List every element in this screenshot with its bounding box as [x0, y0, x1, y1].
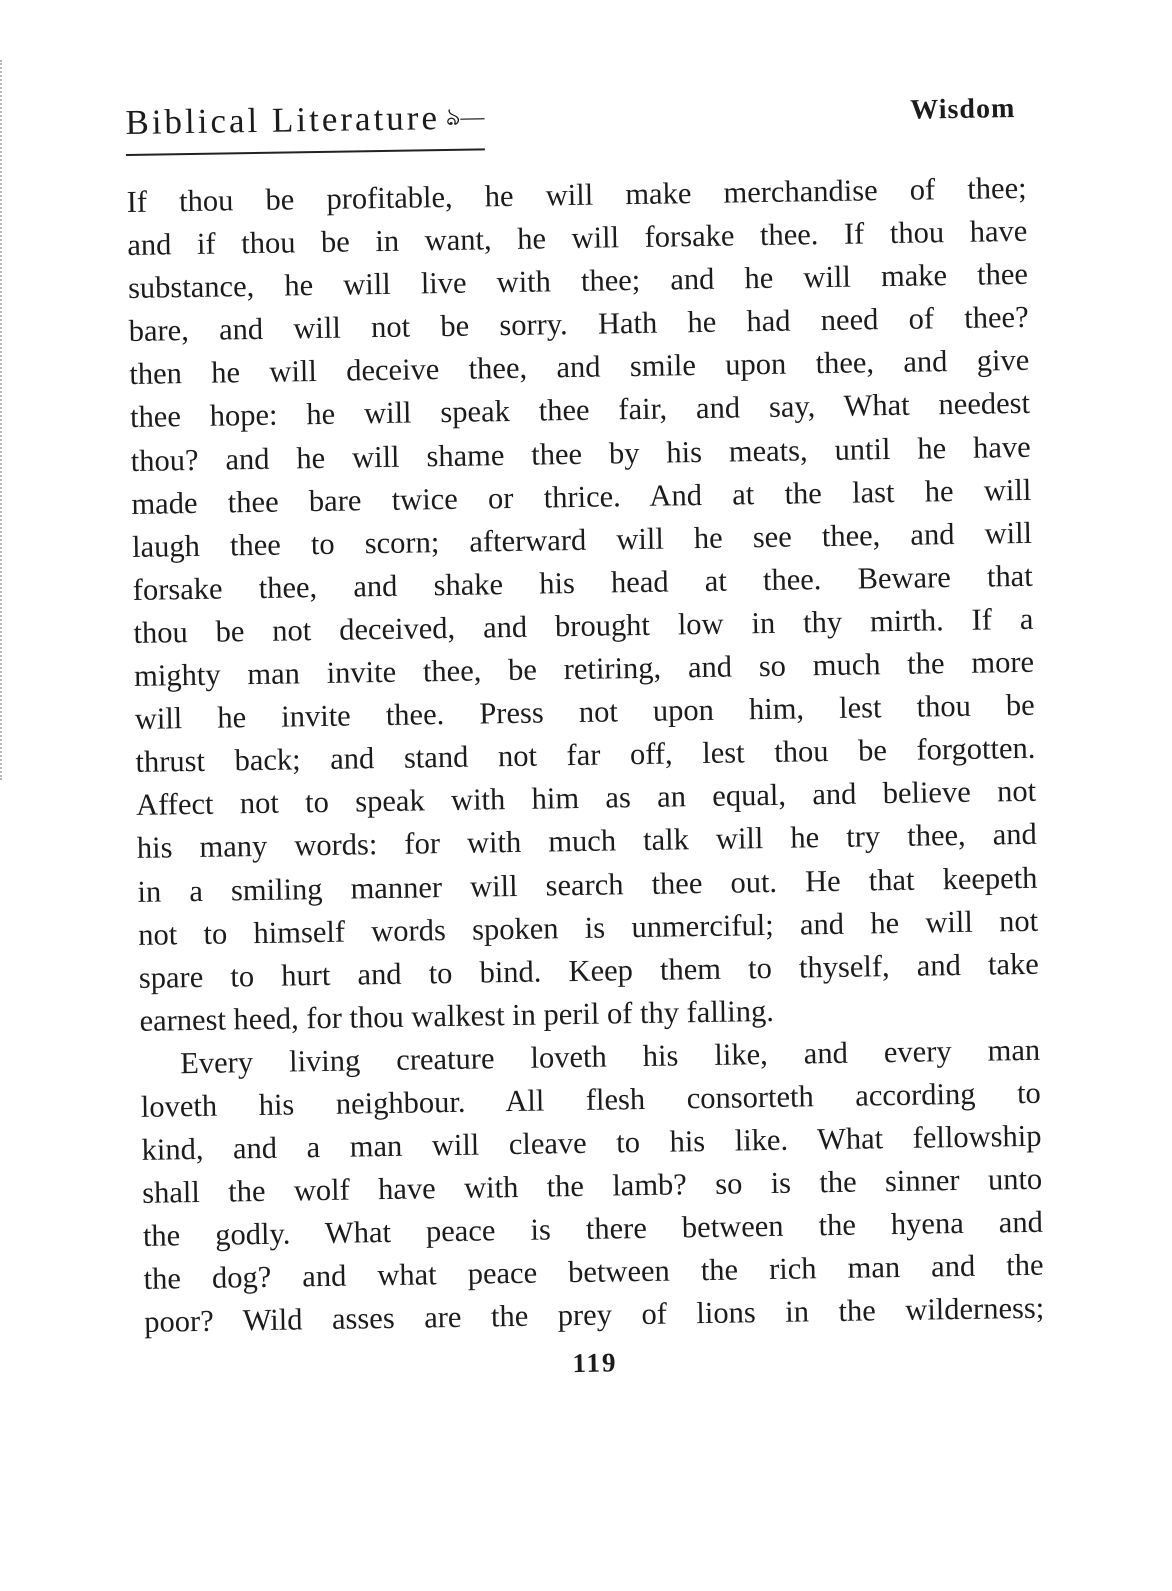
text-line: not to himself words spoken is unmerciful; and he will not: [137, 903, 1039, 952]
text-line: spare to hurt and to bind. Keep them to thyself, and take: [138, 946, 1040, 995]
text-line: thee hope: he will speak thee fair, and say, What needest: [129, 386, 1031, 435]
text-line: thrust back; and stand not far off, lest thou be forgotten.: [135, 731, 1036, 780]
text-line: and if thou be in want, he will forsake thee. If thou have: [127, 213, 1028, 263]
text-line: will he invite thee. Press not upon him, lest thou be: [134, 687, 1035, 737]
fleuron-ornament: ঌ—: [445, 104, 485, 131]
text-line: the godly. What peace is there between the hyena and: [142, 1204, 1044, 1254]
text-line: in a smiling manner will search thee out. He that keepeth: [137, 860, 1038, 909]
page-number: 119: [572, 1346, 618, 1378]
text-line: forsake thee, and shake his head at thee. Beware that: [132, 558, 1033, 607]
paragraph: [126, 167, 1039, 1043]
page-edge-marks: [0, 60, 8, 780]
text-line: shall the wolf have with the lamb? so is the sinner unto: [141, 1161, 1043, 1211]
text-line: Every living creature loveth his like, and every man: [179, 1032, 1041, 1081]
running-head-section: Wisdom: [910, 93, 1016, 126]
running-head-title-text: Biblical Literature: [125, 98, 441, 142]
text-line: then he will deceive thee, and smile upon thee, and give: [129, 343, 1030, 392]
text-line: thou? and he will shame thee by his meats, until he have: [130, 429, 1031, 478]
paragraph: [140, 1029, 1045, 1345]
text-line: earnest heed, for thou walkest in peril of thy falling.: [139, 993, 775, 1038]
text-line: bare, and will not be sorry. Hath he had need of thee?: [128, 300, 1029, 349]
text-line: his many words: for with much talk will he try thee, and: [136, 817, 1037, 866]
body-text: [126, 167, 1044, 1345]
text-line: thou be not deceived, and brought low in thy mirth. If a: [133, 601, 1034, 650]
book-page: [125, 81, 1045, 1386]
text-line: Affect not to speak with him as an equal, and believe not: [135, 774, 1037, 823]
text-line: loveth his neighbour. All flesh consorteth according to: [140, 1075, 1042, 1124]
text-line: If thou be profitable, he will make merchandise of thee;: [126, 170, 1027, 219]
running-head-title: [125, 97, 485, 156]
text-line: poor? Wild asses are the prey of lions in the wilderness;: [144, 1291, 1045, 1340]
text-line: substance, he will live with thee; and he will make thee: [127, 257, 1029, 306]
text-line: mighty man invite thee, be retiring, and so much the more: [133, 644, 1035, 693]
text-line: made thee bare twice or thrice. And at the last he will: [131, 472, 1032, 521]
text-line: laugh thee to scorn; afterward will he see thee, and will: [131, 515, 1033, 564]
running-head: [125, 81, 1026, 157]
text-line: the dog? and what peace between the rich man and the: [143, 1248, 1044, 1297]
text-line: kind, and a man will cleave to his like. What fellowship: [141, 1118, 1042, 1167]
